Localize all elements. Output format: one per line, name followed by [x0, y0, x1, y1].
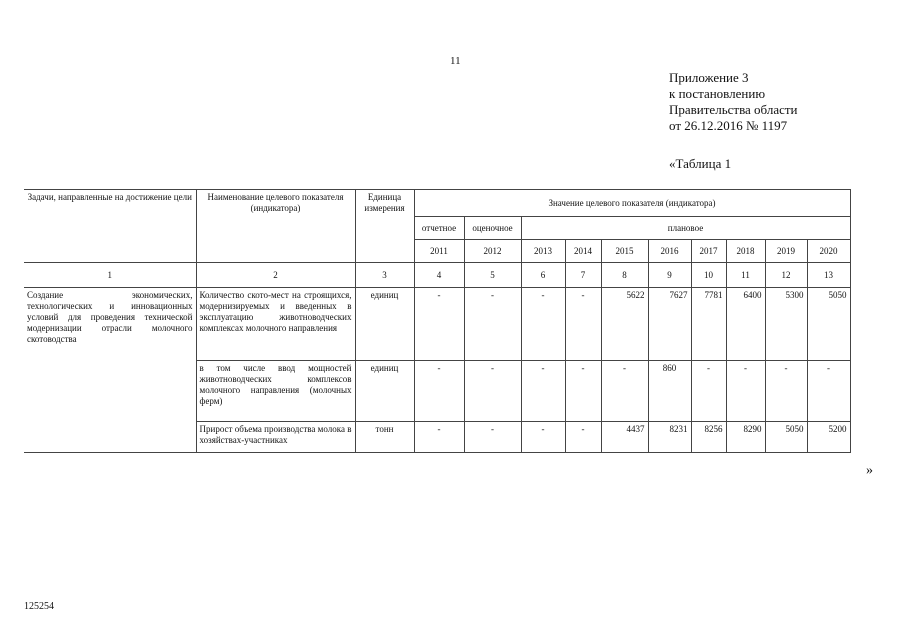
header-year: 2016 — [648, 240, 691, 263]
value-cell: 5200 — [807, 422, 850, 453]
task-cell: Создание экономических, технологических и инновационных условий для проведения технической модернизации отрасли молочного скотоводства — [24, 288, 196, 453]
appendix-line: Правительства области — [669, 102, 798, 117]
header-planned: плановое — [521, 217, 850, 240]
header-year: 2011 — [414, 240, 464, 263]
value-cell: 5622 — [601, 288, 648, 361]
value-cell: 860 — [648, 361, 691, 422]
value-cell: 8231 — [648, 422, 691, 453]
appendix-title: Приложение 3 — [669, 70, 749, 85]
document-code: 125254 — [24, 601, 54, 612]
column-number: 8 — [601, 263, 648, 288]
header-indicator-name: Наименование целевого показателя (индикатора) — [196, 190, 355, 263]
value-cell: - — [691, 361, 726, 422]
value-cell: - — [565, 288, 601, 361]
unit-cell: единиц — [355, 288, 414, 361]
table-caption: «Таблица 1 — [669, 156, 732, 171]
value-cell: - — [414, 422, 464, 453]
value-cell: 8290 — [726, 422, 765, 453]
value-cell: 7781 — [691, 288, 726, 361]
value-cell: - — [464, 288, 521, 361]
header-year: 2019 — [765, 240, 807, 263]
page-number: 11 — [450, 55, 461, 67]
header-unit: Единица измерения — [355, 190, 414, 263]
appendix-header — [669, 70, 798, 134]
column-number: 9 — [648, 263, 691, 288]
column-number: 2 — [196, 263, 355, 288]
column-number: 7 — [565, 263, 601, 288]
table-row — [24, 288, 850, 361]
value-cell: - — [414, 288, 464, 361]
header-estimated: оценочное — [464, 217, 521, 240]
value-cell: 6400 — [726, 288, 765, 361]
header-tasks: Задачи, направленные на достижение цели — [24, 190, 196, 263]
closing-quote: » — [866, 463, 873, 478]
unit-cell: тонн — [355, 422, 414, 453]
header-year: 2012 — [464, 240, 521, 263]
indicator-cell: Количество ското-мест на строящихся, модернизируемых и введенных в эксплуатацию животноводческих комплексах молочного направления — [196, 288, 355, 361]
value-cell: - — [726, 361, 765, 422]
column-number: 5 — [464, 263, 521, 288]
value-cell: - — [565, 422, 601, 453]
column-number: 6 — [521, 263, 565, 288]
value-cell: 4437 — [601, 422, 648, 453]
value-cell: - — [464, 361, 521, 422]
column-number: 10 — [691, 263, 726, 288]
appendix-line: к постановлению — [669, 86, 766, 101]
column-number: 4 — [414, 263, 464, 288]
appendix-date-number: от 26.12.2016 № 1197 — [669, 118, 788, 133]
header-year: 2018 — [726, 240, 765, 263]
indicator-cell: в том числе ввод мощностей животноводческих комплексов молочного направления (молочных ферм) — [196, 361, 355, 422]
value-cell: 5300 — [765, 288, 807, 361]
value-cell: - — [521, 361, 565, 422]
unit-cell: единиц — [355, 361, 414, 422]
column-number: 12 — [765, 263, 807, 288]
header-year: 2015 — [601, 240, 648, 263]
column-number: 11 — [726, 263, 765, 288]
column-number: 3 — [355, 263, 414, 288]
value-cell: - — [601, 361, 648, 422]
column-number: 1 — [24, 263, 196, 288]
value-cell: - — [565, 361, 601, 422]
value-cell: - — [807, 361, 850, 422]
value-cell: 7627 — [648, 288, 691, 361]
column-number: 13 — [807, 263, 850, 288]
header-reported: отчетное — [414, 217, 464, 240]
header-year: 2013 — [521, 240, 565, 263]
value-cell: 5050 — [765, 422, 807, 453]
value-cell: - — [414, 361, 464, 422]
value-cell: - — [464, 422, 521, 453]
header-year: 2017 — [691, 240, 726, 263]
value-cell: - — [765, 361, 807, 422]
value-cell: - — [521, 422, 565, 453]
indicator-table — [24, 189, 851, 453]
header-year: 2014 — [565, 240, 601, 263]
header-year: 2020 — [807, 240, 850, 263]
value-cell: 5050 — [807, 288, 850, 361]
value-cell: - — [521, 288, 565, 361]
value-cell: 8256 — [691, 422, 726, 453]
header-value: Значение целевого показателя (индикатора) — [414, 190, 850, 217]
indicator-cell: Прирост объема производства молока в хозяйствах-участниках — [196, 422, 355, 453]
